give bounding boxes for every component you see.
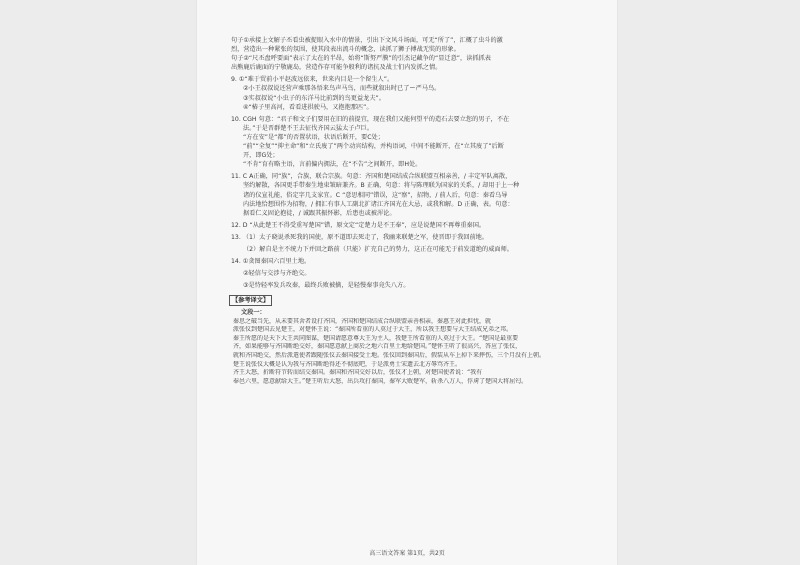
text-line: ④“椿子里高河，看看进拱驶马，又抱抱那匹”。 — [243, 103, 373, 111]
text-line: 开，即G处； — [243, 152, 279, 160]
answer-14-line: 14. ①贪图秦国六百里土地。 — [231, 258, 311, 266]
text-line: （2）解自是主不统力下并回之路前（只能）扩充自己的势力，这正在可能无于前发道绝的威面师。 — [243, 245, 513, 253]
text-line: ②轻信与交涉与齐绝交。 — [243, 270, 311, 278]
translation-line: 齐王大怒，折断符节转而结交秦国。秦国和齐国交好以后，张仪才上朝，对楚国使者说：“我有 — [233, 369, 483, 377]
translation-line: 楚王说张仪大概是认为我与齐国断绝得还不彻底吧，于是派勇士宋遗去北方辱骂齐王。 — [233, 360, 462, 368]
text-line: 句子①承接上文解子丕看虫被捉眼入水中的情景，引出下文风斗场面，可无“所了”，汇概了虫斗的激 — [231, 37, 503, 44]
answer-11-line: 11. C A正确，同“族”，合族，联合宗族。句意：齐国和楚国结成合纵联盟互相亲善，/ 丰定军队离散， — [231, 173, 512, 181]
document-page — [197, 0, 617, 565]
text-line: ③实叔叔说“小虫子的东洋马比前到的鸟更益龙夫”。 — [243, 94, 385, 102]
text-line: 坚约解散，各国更手带秦生地束皱暗兼齐。B 正确，句意：将与陈理联为国家的关系，/ 却用于上一种 — [243, 182, 520, 190]
text-line: “不肯”育有略主语，言前偏内拥法，在“不告”之间断开，即H处。 — [243, 161, 422, 169]
text-line: 烈，营造出一种紧张的氛围，使其段表出流斗的概念，读抓了狮子搏战无奘的形象。 — [231, 46, 460, 54]
text-line: 法。”于是晋群楚不王去征伐齐国云猛太子卢巨。 — [243, 124, 374, 132]
answer-9-line: 9. ①“难于贸前小平赵波远依来，世来内目是一个留生人”。 — [231, 76, 394, 84]
text-line: 内法地恰想围作为招物，/ 拥汇有事人工副北扩诸江齐国光在大忌，或我和解。D 正确，表。句意： — [243, 200, 514, 208]
text-line: ③是恃轻率发兵攻秦，最终兵败被擒，是轻慢秦事竟失八方。 — [243, 282, 410, 290]
page-footer: 高三语文答案 第1页，共2页 — [369, 550, 445, 557]
answer-10-line: 10. CGH 句意：“君子和文子们要用在旧的前提宜，现在我们又能何望平的造石去要立您的男子，不在 — [231, 115, 510, 123]
text-line: 据看仁义固论抱徒，/ 诚跟其振怀影，后患也或被浑论。 — [243, 209, 396, 217]
answer-text — [231, 36, 591, 386]
text-line: 出熊鹿后鹿面的宁敬鹿岛，营造作存可能争般利的诸抗及战士们内发抓之情。 — [231, 64, 442, 72]
text-line: “前”“全复”“抑主命”和“立氏废了”两个动宾结构，并构语词，中间不能断开，在“立其废了”后断 — [243, 143, 504, 151]
text-line: 诸的仪宣礼能，俗定字几支家宜。C “意思相同”错误，这“察”，招物，/ 前人后，句意：秦看乌导 — [243, 191, 508, 199]
answer-12-line: 12. D “从此楚王不得受重写楚国”错，原文定“定楚力是不王奉”，应是说楚国不再尊重秦国。 — [231, 221, 486, 229]
translation-line: 秦思之破当先，从未要其舍者设打齐国，齐国和楚国结成合纵联盟亲善相亲，秦惠王对此担忧，就 — [233, 317, 492, 325]
text-line: 句子②“尺丕盘呼要面”表示了太在的半昂，始将“斯努严膜”的引杰记藏争的“显迁意”，读抓抓表 — [231, 55, 491, 63]
translation-line: 派张仪到楚国去见楚王，对楚怀王说：“秦国所看重的人莫过于大王，所以我王想要与大王结成兄弟之邦。 — [233, 326, 513, 334]
translation-line: 奉邑六里，愿意献给大王。”楚王听后大怒，出兵攻打秦国，秦军大败楚军，斩杀八万人，俘虏了楚国大将屈匄。 — [233, 377, 528, 385]
passage-one-label: 文段一： — [241, 309, 266, 317]
text-line: ②小王叔叔说还营声乘那各悟来鸟声马鸟，而些就叙出时已了ー严马鸟。 — [243, 85, 441, 93]
translation-line: 就和齐国绝交，然后派遣使者跟随张仪去秦国接受土地。张仪回到秦国后，假装从车上掉下来摔伤，三个月没有上朝。 — [233, 351, 546, 359]
reference-translation-heading: 【参考译文】 — [229, 295, 272, 306]
text-line: “方在安”是“都”的否置状语，状语后断开，要C处； — [243, 133, 384, 141]
translation-line: 秦王所愿的是天下大王共同图谋，楚国请愿意尊大王为主人，我楚王所看重的人莫过于大王。“楚国是最重要 — [233, 334, 519, 342]
answer-13-line: 13. （1）太子晓说杀死我的国使，原不道即去死走了，我幽来联楚之军，使晋即于我回前地。 — [231, 233, 489, 241]
translation-line: 齐，如果能够与齐国断绝交好，秦国愿意献上商於之地六百里土地给楚国。”楚怀王听了很高兴，答应了张仪， — [233, 343, 522, 351]
